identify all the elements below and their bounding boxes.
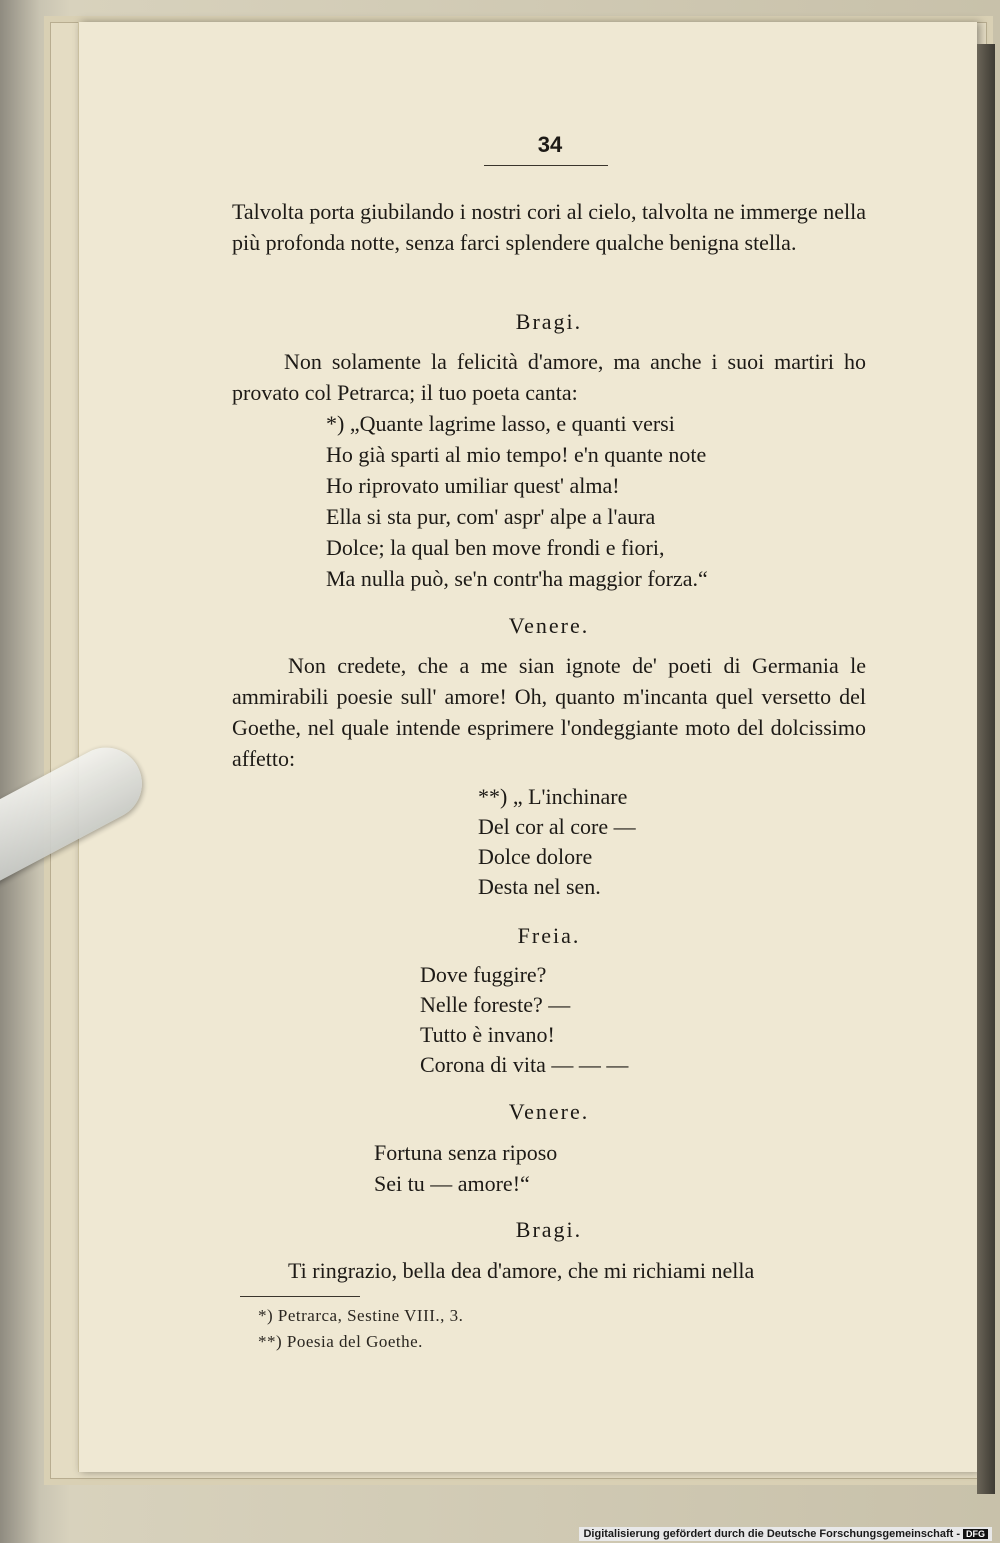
speaker-bragi-2: Bragi. <box>515 1217 583 1242</box>
poem-line: Ma nulla può, se'n contr'ha maggior forza.“ <box>326 566 708 591</box>
paragraph-bragi: Non solamente la felicità d'amore, ma anche i suoi martiri ho provato col Petrarca; il tuo poeta canta: <box>232 349 866 405</box>
speaker-venere-2: Venere. <box>508 1099 590 1124</box>
poem-line: *) „Quante lagrime lasso, e quanti versi <box>326 411 675 436</box>
credit-text: Digitalisierung gefördert durch die Deutsche Forschungsgemeinschaft - <box>583 1528 960 1540</box>
page-number-rule <box>484 165 608 166</box>
poem-line: **) „ L'inchinare <box>478 784 628 809</box>
speaker-bragi-1: Bragi. <box>515 309 583 334</box>
footnote-rule <box>240 1296 360 1297</box>
last-line: Ti ringrazio, bella dea d'amore, che mi richiami nella <box>288 1258 755 1283</box>
poem-line: Del cor al core — <box>478 814 636 839</box>
book-spine <box>977 44 995 1494</box>
poem-venere <box>374 1137 557 1199</box>
poem-line: Fortuna senza riposo <box>374 1140 558 1165</box>
dfg-logo: DFG <box>963 1529 988 1539</box>
poem-line: Sei tu — amore!“ <box>374 1171 530 1196</box>
paragraph-venere: Non credete, che a me sian ignote de' poeti di Germania le ammirabili poesie sull' amore! Oh, quanto m'incanta quel versetto del Goethe, nel quale intende esprimere l'ondeggiante moto del dolcissimo affetto: <box>232 653 866 771</box>
intro-paragraph: Talvolta porta giubilando i nostri cori al cielo, talvolta ne immerge nella più profonda notte, senza farci splendere qualche benigna stella. <box>232 199 866 255</box>
poem-line: Desta nel sen. <box>478 874 601 899</box>
poem-petrarca <box>326 408 708 594</box>
poem-line: Dolce; la qual ben move frondi e fiori, <box>326 535 665 560</box>
poem-line: Tutto è invano! <box>420 1022 555 1047</box>
poem-line: Nelle foreste? — <box>420 992 571 1017</box>
poem-line: Ho riprovato umiliar quest' alma! <box>326 473 620 498</box>
page-number: 34 <box>537 132 563 157</box>
poem-goethe <box>478 782 636 902</box>
poem-line: Ho già sparti al mio tempo! e'n quante note <box>326 442 707 467</box>
digitization-credit <box>579 1527 992 1541</box>
footnote-2: **) Poesia del Goethe. <box>258 1332 423 1351</box>
poem-line: Ella si sta pur, com' aspr' alpe a l'aura <box>326 504 656 529</box>
footnote-1: *) Petrarca, Sestine VIII., 3. <box>258 1306 464 1325</box>
poem-line: Corona di vita — — — <box>420 1052 629 1077</box>
poem-freia <box>420 960 628 1080</box>
poem-line: Dolce dolore <box>478 844 593 869</box>
poem-line: Dove fuggire? <box>420 962 547 987</box>
speaker-venere-1: Venere. <box>508 613 590 638</box>
speaker-freia: Freia. <box>517 923 581 948</box>
